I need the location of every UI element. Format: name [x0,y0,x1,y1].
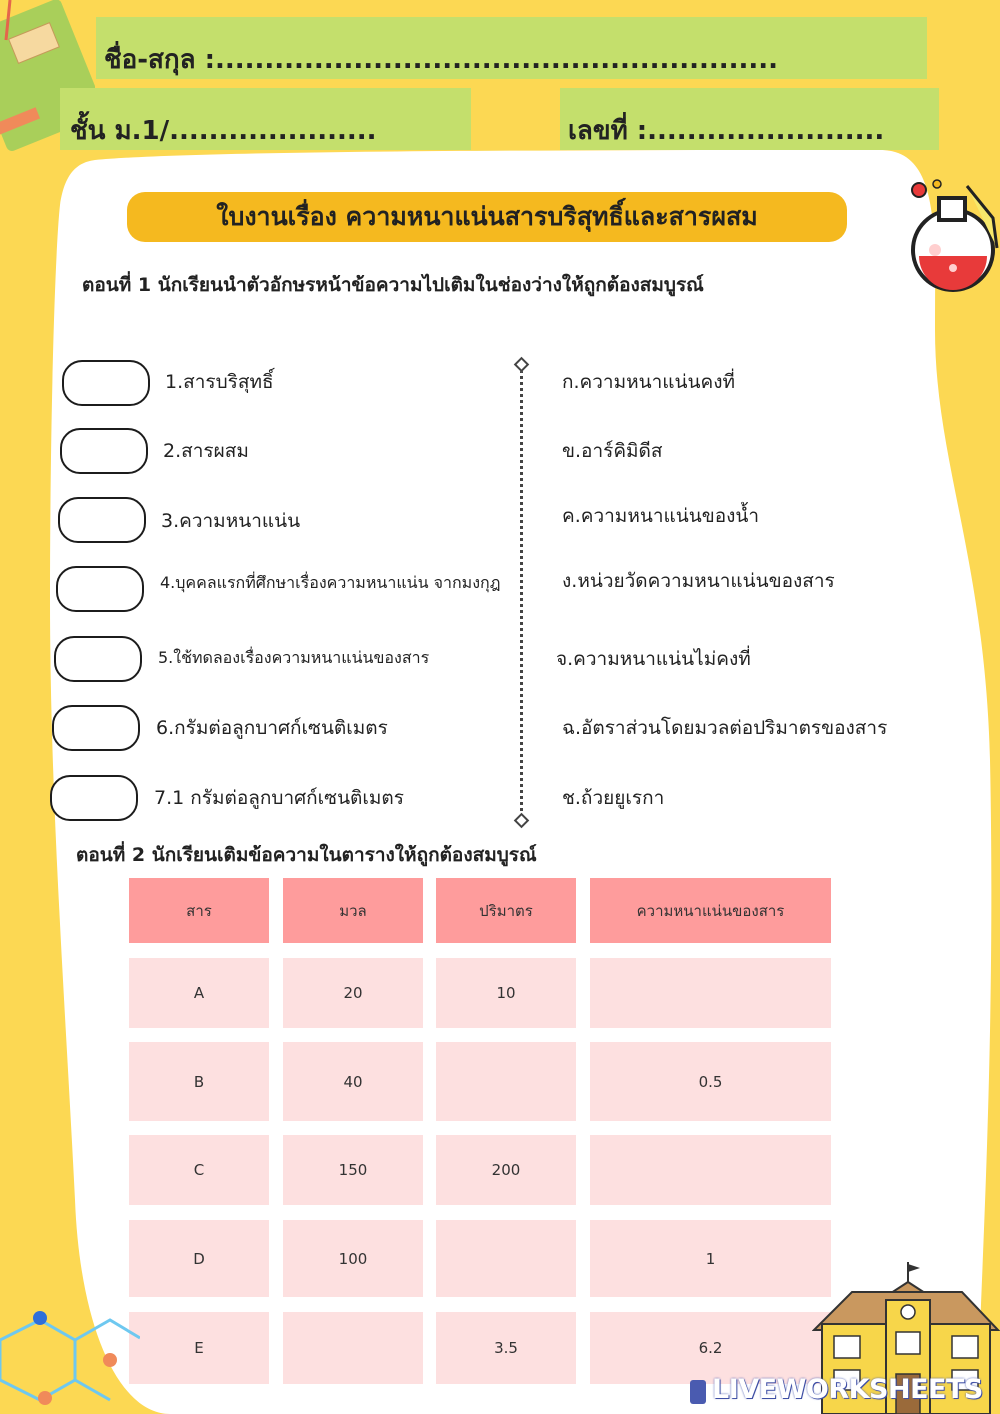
table-cell: 1 [590,1220,831,1297]
table-cell: 3.5 [436,1312,576,1384]
table-header-mass: มวล [283,878,423,943]
answer-box-2[interactable] [60,428,148,474]
table-cell: 150 [283,1135,423,1205]
choice-7: ช.ถ้วยยูเรกา [562,787,665,809]
table-cell: 10 [436,958,576,1028]
choice-5: จ.ความหนาแน่นไม่คงที่ [556,648,751,670]
answer-input-density-a[interactable] [590,958,831,1028]
table-header-substance: สาร [129,878,269,943]
question-4: 4.บุคคลแรกที่ศึกษาเรื่องความหนาแน่น จากมงกุฎ [160,573,501,592]
question-2: 2.สารผสม [163,440,249,462]
choice-2: ข.อาร์คิมิดีส [562,440,663,462]
answer-box-3[interactable] [58,497,146,543]
table-cell: E [129,1312,269,1384]
answer-box-5[interactable] [54,636,142,682]
table-cell: 100 [283,1220,423,1297]
table-cell: 6.2 [590,1312,831,1384]
answer-input-mass-e[interactable] [283,1312,423,1384]
answer-input-volume-b[interactable] [436,1042,576,1121]
table-cell: 20 [283,958,423,1028]
part1-instruction: ตอนที่ 1 นักเรียนนำตัวอักษรหน้าข้อความไปเติมในช่องว่างให้ถูกต้องสมบูรณ์ [82,274,704,296]
table-cell: B [129,1042,269,1121]
table-cell: C [129,1135,269,1205]
answer-box-4[interactable] [56,566,144,612]
watermark: LIVEWORKSHEETS [712,1374,983,1405]
answer-box-1[interactable] [62,360,150,406]
answer-input-density-c[interactable] [590,1135,831,1205]
liveworksheets-logo-icon [690,1380,706,1404]
flask-icon [905,178,1000,303]
choice-6: ฉ.อัตราส่วนโดยมวลต่อปริมาตรของสาร [562,717,888,739]
answer-box-7[interactable] [50,775,138,821]
table-cell: D [129,1220,269,1297]
table-cell: A [129,958,269,1028]
answer-box-6[interactable] [52,705,140,751]
worksheet-title: ใบงานเรื่อง ความหนาแน่นสารบริสุทธิ์และสารผสม [127,192,847,242]
question-5: 5.ใช้ทดลองเรื่องความหนาแน่นของสาร [158,648,430,667]
name-field[interactable] [96,17,927,79]
question-6: 6.กรัมต่อลูกบาศก์เซนติเมตร [156,717,388,739]
choice-1: ก.ความหนาแน่นคงที่ [562,371,736,393]
table-cell: 0.5 [590,1042,831,1121]
question-1: 1.สารบริสุทธิ์ [165,371,274,393]
table-header-density: ความหนาแน่นของสาร [590,878,831,943]
question-3: 3.ความหนาแน่น [161,510,301,532]
choice-4: ง.หน่วยวัดความหนาแน่นของสาร [562,570,835,592]
table-cell: 40 [283,1042,423,1121]
column-divider [520,363,523,818]
part2-instruction: ตอนที่ 2 นักเรียนเติมข้อความในตารางให้ถูกต้องสมบูรณ์ [76,844,537,866]
class-field[interactable] [60,88,471,150]
table-header-volume: ปริมาตร [436,878,576,943]
answer-input-volume-d[interactable] [436,1220,576,1297]
class-label: ชั้น ม.1/..................... [70,116,377,146]
choice-3: ค.ความหนาแน่นของน้ำ [562,505,760,527]
molecule-icon [0,1300,140,1414]
number-label: เลขที่ :........................ [568,116,885,146]
name-label: ชื่อ-สกุล :......................................................... [104,45,779,75]
number-field[interactable] [560,88,939,150]
question-7: 7.1 กรัมต่อลูกบาศก์เซนติเมตร [154,787,404,809]
table-cell: 200 [436,1135,576,1205]
